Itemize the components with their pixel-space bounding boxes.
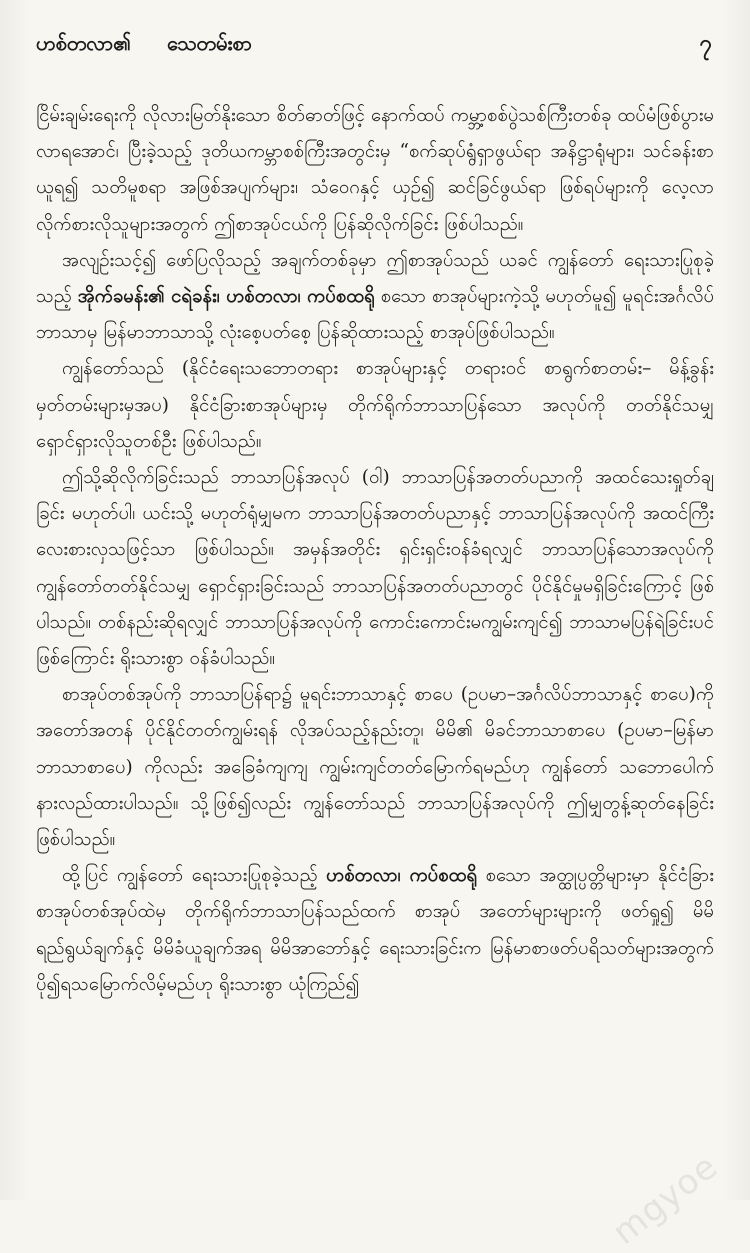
paragraph-6 [36, 858, 714, 1003]
paragraph-4 [36, 460, 714, 677]
page-number: ၇ [699, 30, 712, 56]
paragraph-2 [36, 243, 714, 352]
paragraph-text: ငြိမ်းချမ်းရေးကို လိုလားမြတ်နိုးသော စိတ်ဓာတ်ဖြင့် နောက်ထပ် ကမ္ဘာ့စစ်ပွဲသစ်ကြီးတစ်ခု ထပ်မံဖြစ်ပွားမလာရအောင်၊ ပြီးခဲ့သည့် ဒုတိယကမ္ဘာစစ်ကြီးအတွင်းမှ “စက်ဆုပ်ရွံရှာဖွယ်ရာ အနိဋ္ဌာရုံများ၊ သင်ခန်းစာယူရ၍ သတိမူစရာ အဖြစ်အပျက်များ၊ သံဝေဂနှင့် ယှဉ်၍ ဆင်ခြင်ဖွယ်ရာ ဖြစ်ရပ်များကို လေ့လာလိုက်စားလိုသူများအတွက် ဤစာအုပ်ငယ်ကို ပြန်ဆိုလိုက်ခြင်း ဖြစ်ပါသည်။ [36, 105, 714, 235]
running-header [36, 28, 714, 76]
paragraph-5 [36, 677, 714, 858]
paragraph-text: စသော စာအုပ်များကဲ့သို့ မဟုတ်မူ၍ မူရင်းအင်္ဂလိပ်ဘာသာမှ မြန်မာဘာသာသို့ လုံးစေ့ပတ်စေ့ ပြန်ဆိုထားသည့် စာအုပ်ဖြစ်ပါသည်။ [36, 286, 715, 344]
paragraph-text: အလျဉ်းသင့်၍ ဖော်ပြလိုသည့် အချက်တစ်ခုမှာ ဤစာအုပ်သည် ယခင် ကျွန်တော် ရေးသားပြုစုခဲ့သည့် [36, 249, 714, 308]
paragraph-text: ဤသို့ဆိုလိုက်ခြင်းသည် ဘာသာပြန်အလုပ် (ဝါ) ဘာသာပြန်အတတ်ပညာကို အထင်သေးရှုတ်ချခြင်း မဟုတ်ပါ၊ ယင်းသို့ မဟုတ်ရုံမျှမက ဘာသာပြန်အတတ်ပညာနှင့် ဘာသာပြန်အလုပ်ကို အထင်ကြီးလေးစားလှသဖြင့်သာ ဖြစ်ပါသည်။ အမှန်အတိုင်း ရှင်းရှင်းဝန်ခံရလျှင် ဘာသာပြန်သောအလုပ်ကို ကျွန်တော်တတ်နိုင်သမျှ ရှောင်ရှားခြင်းသည် ဘာသာပြန်အတတ်ပညာတွင် ပိုင်နိုင်မှုမရှိခြင်းကြောင့် ဖြစ်ပါသည်။ တစ်နည်းဆိုရလျှင် ဘာသာပြန်အလုပ်ကို ကောင်းကောင်းမကျွမ်းကျင်၍ ဘာသာမပြန်ရဲခြင်းပင် ဖြစ်ကြောင်း ရိုးသားစွာ ဝန်ခံပါသည်။ [36, 467, 714, 670]
header-left-title: ဟစ်တလာ၏ [36, 31, 132, 55]
paragraph-text: ကျွန်တော်သည် (နိုင်ငံရေးသဘောတရား စာအုပ်များနှင့် တရားဝင် စာရွက်စာတမ်း– မိန့်ခွန်းမှတ်တမ်းများမှအပ) နိုင်ငံခြားစာအုပ်များမှ တိုက်ရိုက်ဘာသာပြန်သော အလုပ်ကို တတ်နိုင်သမျှ ရှောင်ရှားလိုသူတစ်ဦး ဖြစ်ပါသည်။ [36, 358, 714, 452]
book-titles-bold: ဟစ်တလာ၊ ကပ်စထရို [326, 865, 478, 887]
header-right-title: သေတမ်းစာ [167, 31, 252, 55]
paragraph-3 [36, 351, 714, 460]
paragraph-text: စာအုပ်တစ်အုပ်ကို ဘာသာပြန်ရာ၌ မူရင်းဘာသာနှင့် စာပေ (ဥပမာ–အင်္ဂလိပ်ဘာသာနှင့် စာပေ)ကို အတော်အတန် ပိုင်နိုင်တတ်ကျွမ်းရန် လိုအပ်သည့်နည်းတူ၊ မိမိ၏ မိခင်ဘာသာစာပေ (ဥပမာ–မြန်မာ ဘာသာစာပေ) ကိုလည်း အခြေခံကျကျ ကျွမ်းကျင်တတ်မြောက်ရမည်ဟု ကျွန်တော် သဘောပေါက် နားလည်ထားပါသည်။ သို့ဖြစ်၍လည်း ကျွန်တော်သည် ဘာသာပြန်အလုပ်ကို ဤမျှတွန့်ဆုတ်နေခြင်း ဖြစ်ပါသည်။ [36, 684, 714, 851]
body-text [36, 98, 714, 1003]
book-titles-bold: အိုက်ခမန်း၏ ငရဲခန်း၊ ဟစ်တလာ၊ ကပ်စထရို [77, 286, 375, 308]
paragraph-text: စသော အတ္ထုပ္ပတ္တိများမှာ နိုင်ငံခြားစာအုပ်တစ်အုပ်ထဲမှ တိုက်ရိုက်ဘာသာပြန်သည်ထက် စာအုပ် အတော်များများကို ဖတ်ရှု၍ မိမိရည်ရွယ်ချက်နှင့် မိမိခံယူချက်အရ မိမိအာဘော်နှင့် ရေးသားခြင်းက မြန်မာစာဖတ်ပရိသတ်များအတွက် ပို၍ရသမြောက်လိမ့်မည်ဟု ရိုးသားစွာ ယုံကြည်၍ [36, 865, 714, 995]
header-titles [36, 30, 252, 60]
paragraph-1 [36, 98, 714, 243]
watermark: mgyoe [605, 1146, 726, 1253]
paragraph-text: ထို့ပြင် ကျွန်တော် ရေးသားပြုစုခဲ့သည့် [62, 865, 327, 887]
